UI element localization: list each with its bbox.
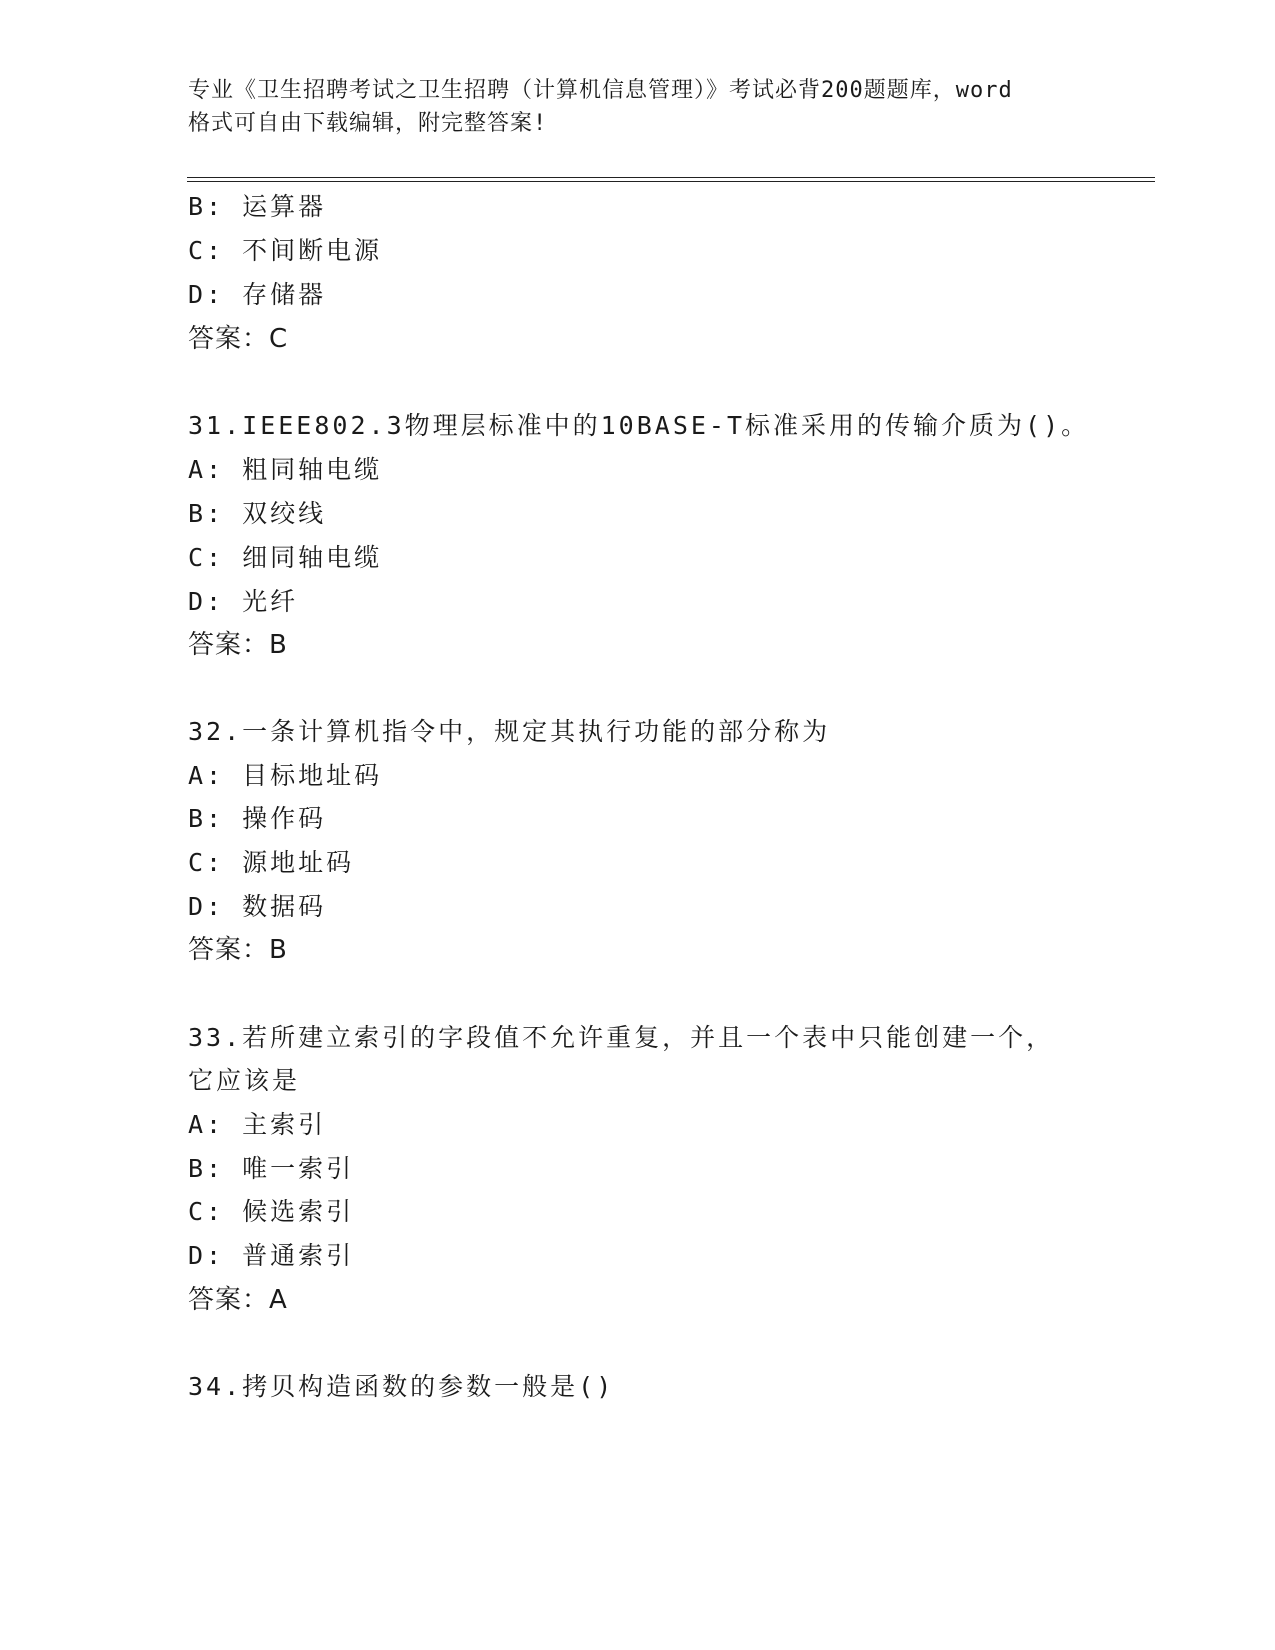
q32-option-c: C: 源地址码 (188, 848, 355, 877)
q33-option-c: C: 候选索引 (188, 1197, 355, 1226)
header-divider (187, 177, 1155, 182)
q32-question: 32.一条计算机指令中，规定其执行功能的部分称为 (188, 717, 831, 746)
header-line-2: 格式可自由下载编辑，附完整答案! (188, 111, 548, 136)
q32-option-d: D: 数据码 (188, 892, 327, 921)
q31-option-c: C: 细同轴电缆 (188, 543, 383, 572)
q31-question: 31.IEEE802.3物理层标准中的10BASE-T标准采用的传输介质为()。 (188, 411, 1090, 440)
q32-option-b: B: 操作码 (188, 804, 327, 833)
q32-option-a: A: 目标地址码 (188, 761, 383, 790)
q31-answer: 答案：B (188, 630, 288, 660)
q31-option-a: A: 粗同轴电缆 (188, 455, 383, 484)
q30-option-c: C: 不间断电源 (188, 236, 383, 265)
page-header (188, 74, 1088, 140)
q31-option-d: D: 光纤 (188, 587, 299, 616)
q32-answer: 答案：B (188, 935, 288, 965)
q30-option-b: B: 运算器 (188, 192, 327, 221)
q30-answer: 答案：C (188, 324, 289, 354)
q33-question-line-2: 它应该是 (188, 1066, 301, 1095)
q31-option-b: B: 双绞线 (188, 499, 327, 528)
q33-question-line-1: 33.若所建立索引的字段值不允许重复，并且一个表中只能创建一个， (188, 1023, 1055, 1052)
q33-option-d: D: 普通索引 (188, 1241, 355, 1270)
q33-option-a: A: 主索引 (188, 1110, 327, 1139)
q33-answer: 答案：A (188, 1285, 288, 1315)
q33-option-b: B: 唯一索引 (188, 1154, 355, 1183)
header-line-1: 专业《卫生招聘考试之卫生招聘（计算机信息管理）》考试必背200题题库，word (188, 78, 1013, 103)
q34-question: 34.拷贝构造函数的参数一般是() (188, 1372, 615, 1401)
q30-option-d: D: 存储器 (188, 280, 327, 309)
